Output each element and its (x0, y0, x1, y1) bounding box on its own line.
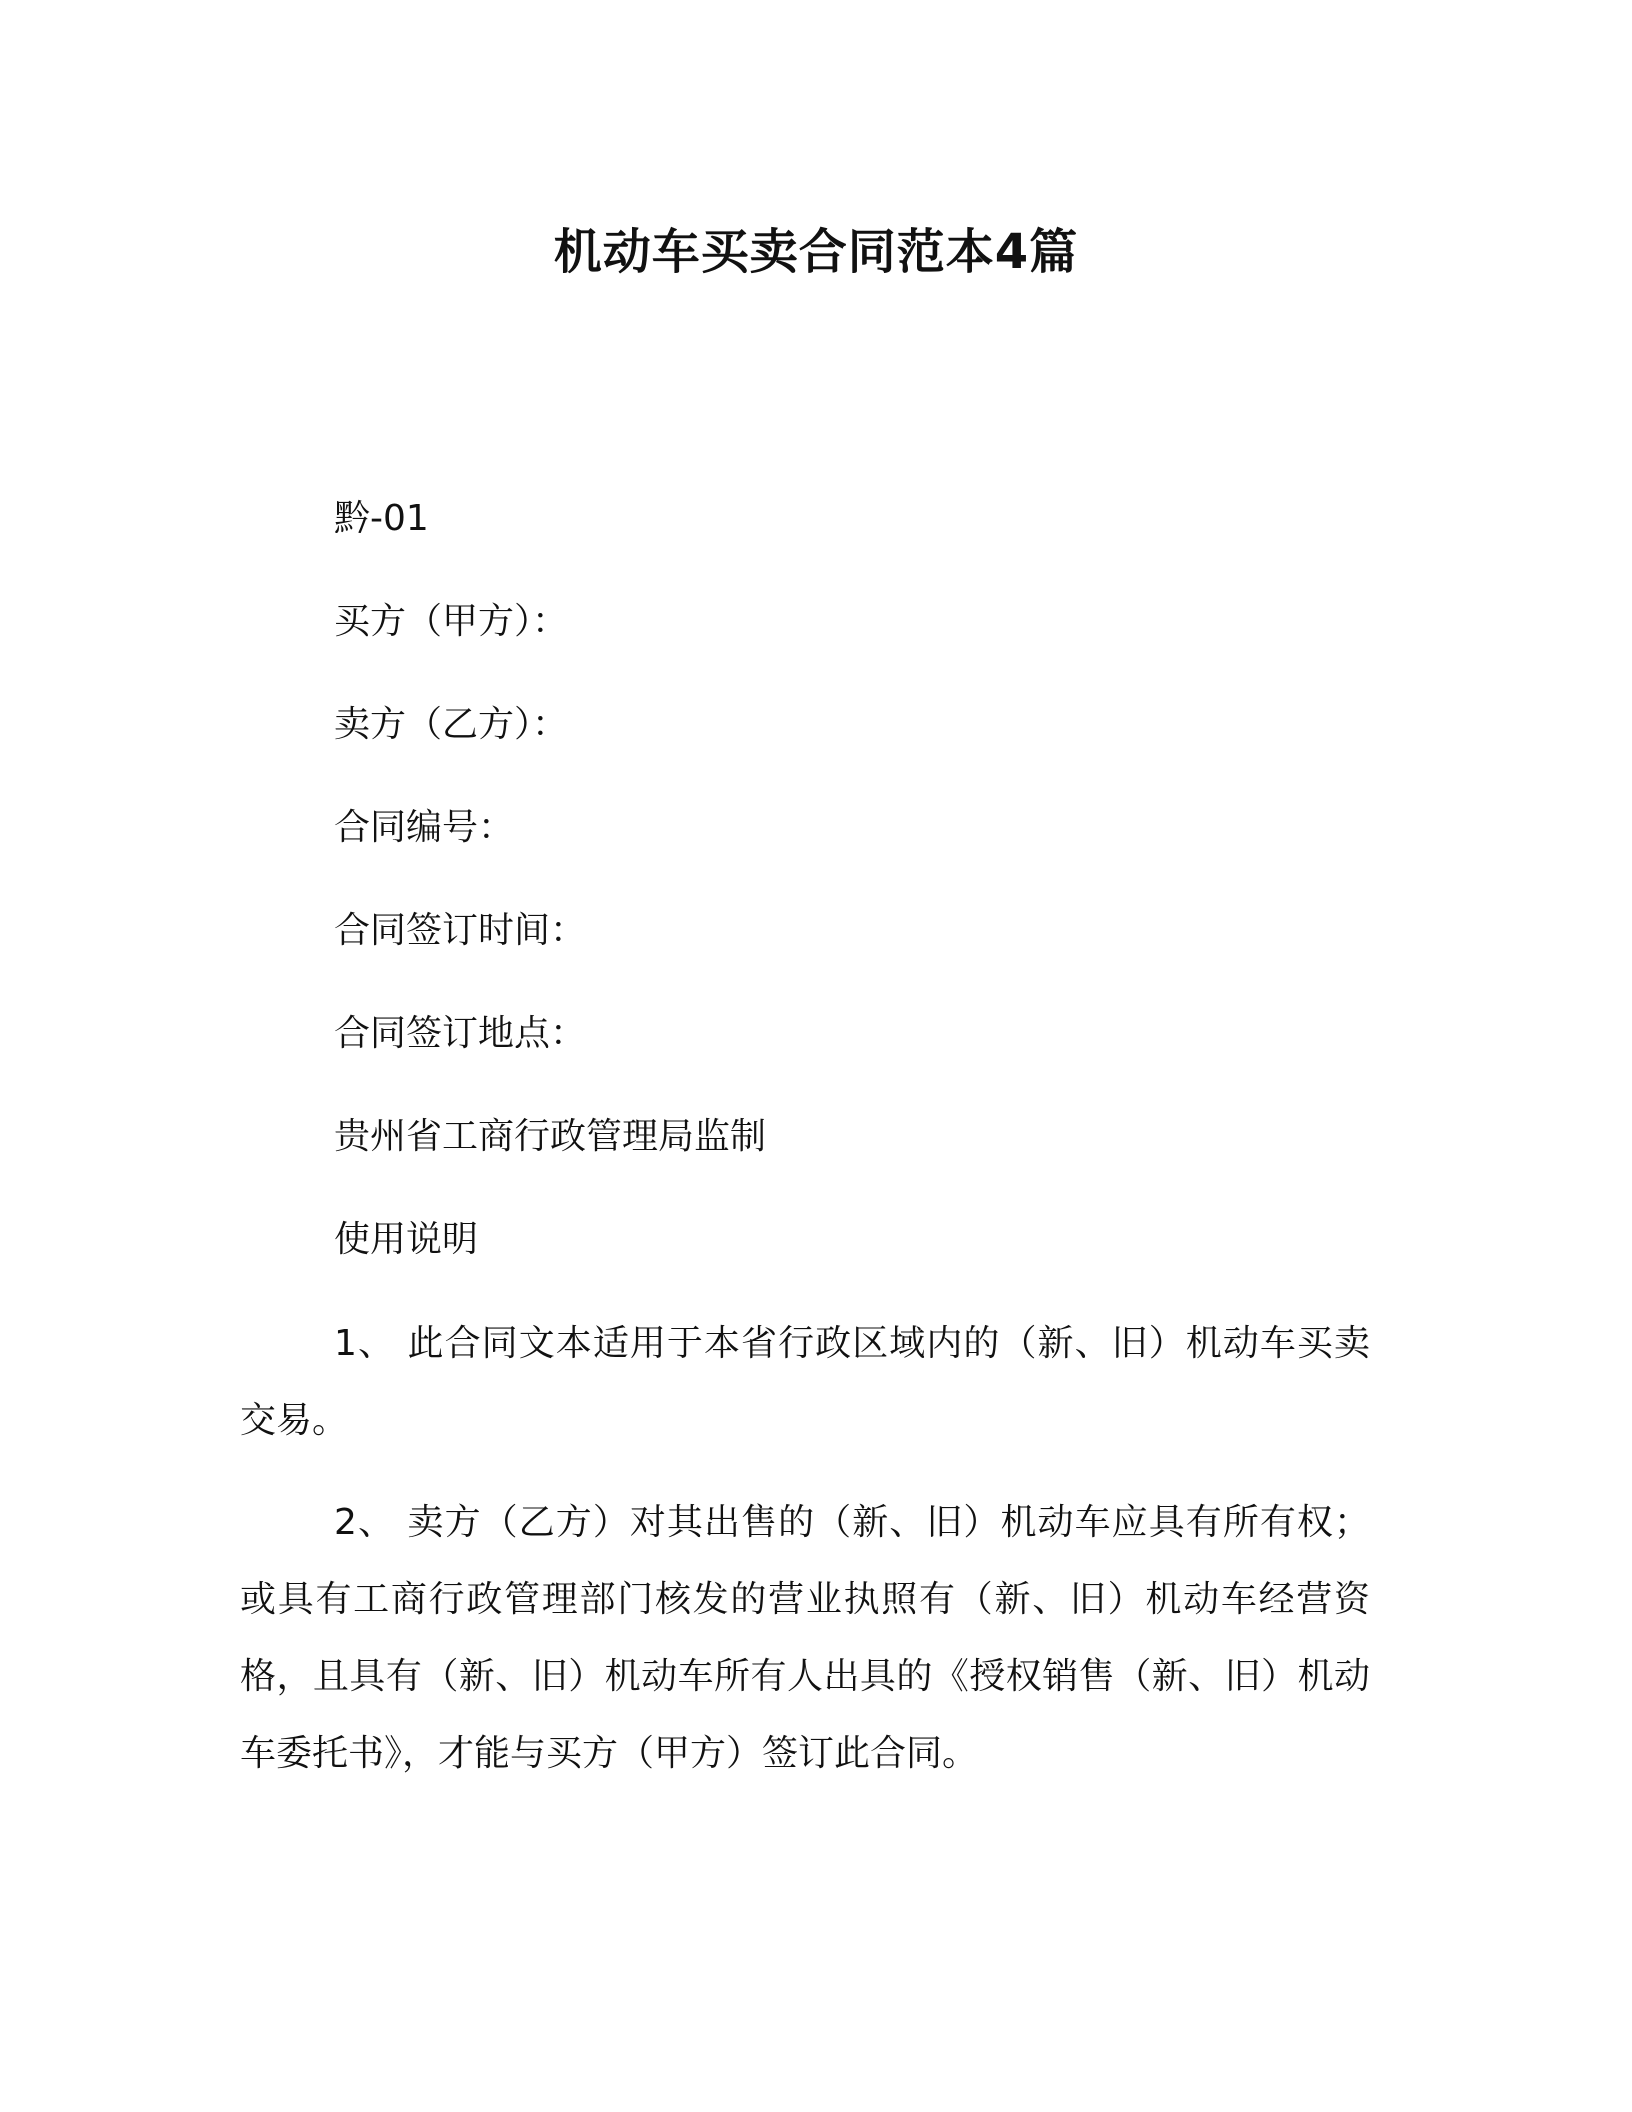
document-code: 黔-01 (334, 498, 429, 539)
seller-label: 卖方（乙方）： (334, 704, 569, 745)
document-title: 机动车买卖合同范本4篇 (553, 224, 1079, 280)
signing-place-label: 合同签订地点： (334, 1013, 587, 1054)
instruction-paragraph-2: 2、 卖方（乙方）对其出售的（新、旧）机动车应具有所有权；或具有工商行政管理部门核发的营业执照有（新、旧）机动车经营资格，且具有（新、旧）机动车所有人出具的《授权销售（新、旧）机动车委托书》，才能与买方（甲方）签订此合同。 (240, 1502, 1370, 1774)
buyer-label: 买方（甲方）： (334, 601, 569, 642)
instructions-heading: 使用说明 (334, 1219, 479, 1260)
supervisor-line: 贵州省工商行政管理局监制 (334, 1116, 767, 1157)
instruction-paragraph-1: 1、 此合同文本适用于本省行政区域内的（新、旧）机动车买卖交易。 (240, 1323, 1370, 1441)
signing-time-label: 合同签订时间： (334, 910, 587, 951)
contract-number-label: 合同编号： (334, 807, 515, 848)
